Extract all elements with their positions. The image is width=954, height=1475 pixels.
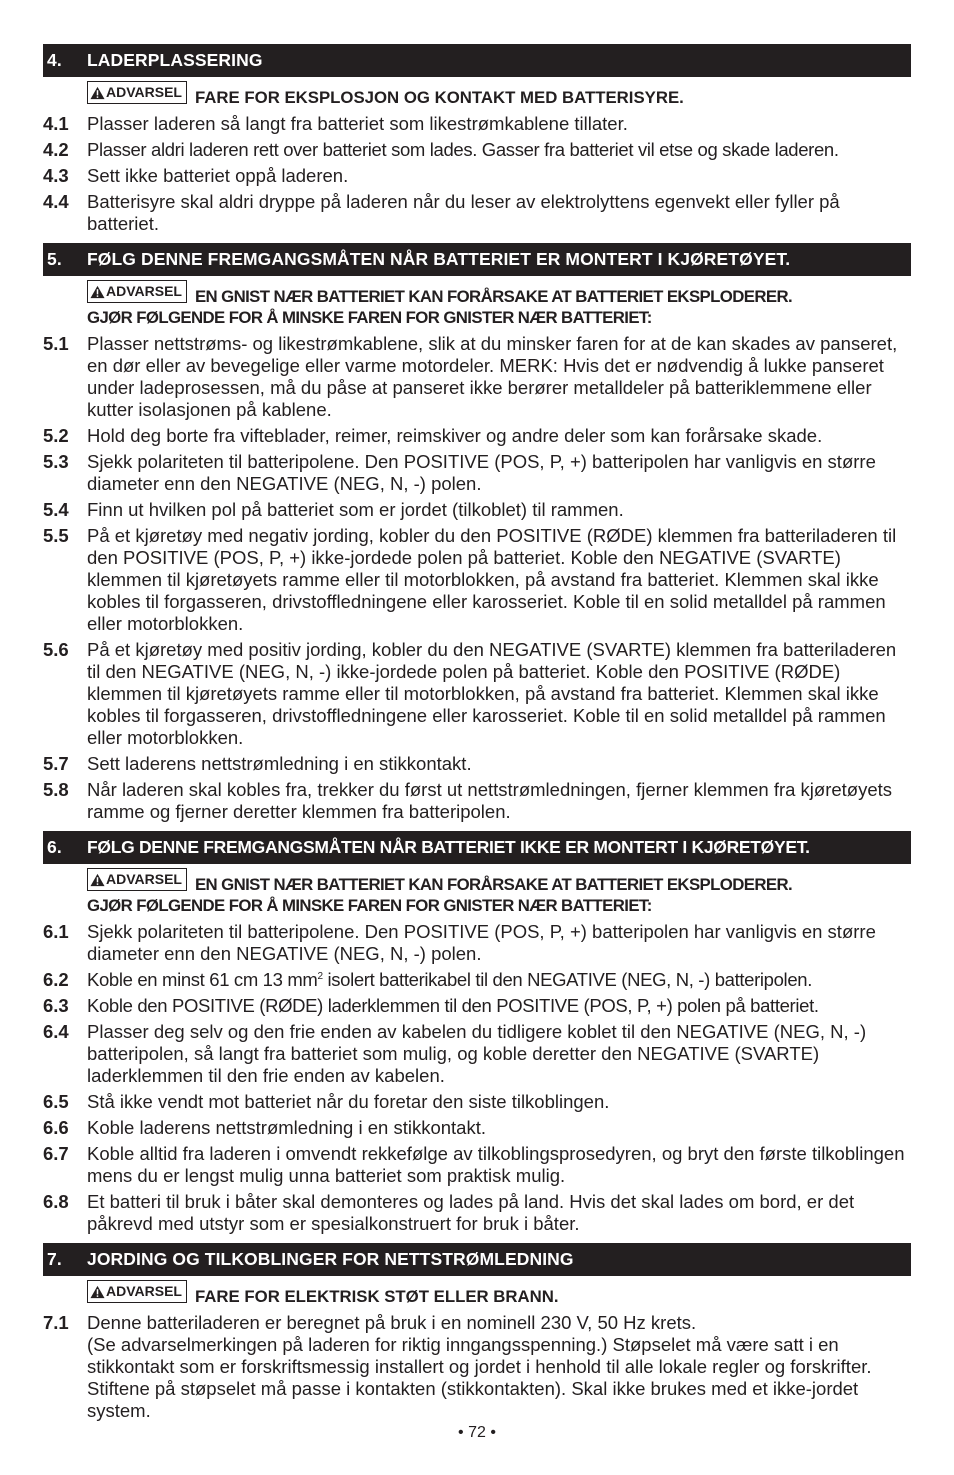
section-number: 5. <box>47 249 62 269</box>
item-text-line1: Denne batteriladeren er beregnet på bruk i en nominell 230 V, 50 Hz krets. <box>87 1312 697 1333</box>
item-number: 5.1 <box>43 333 69 354</box>
item-text: Når laderen skal kobles fra, trekker du først ut nettstrømledningen, fjerner klemmen fra kjøretøyets ramme og fjerner deretter klemmen fra batteripolen. <box>87 779 893 822</box>
list-item <box>43 525 911 635</box>
warning-block <box>43 1284 911 1307</box>
warning-text: FARE FOR ELEKTRISK STØT ELLER BRANN. <box>194 1287 559 1306</box>
item-text-line2: (Se advarselmerkingen på laderen for riktig inngangsspenning.) Støpselet må være satt i en stikkontakt som er forskriftsmessig installert og jordet i henhold til alle lokale regler og forskrifter. Stiftene på støpselet må passe i kontakten (stikkontakten). Skal ikke brukes med et ikke-jordet system. <box>87 1334 872 1421</box>
list-item <box>43 333 911 421</box>
warning-text: FARE FOR EKSPLOSJON OG KONTAKT MED BATTERISYRE. <box>194 88 684 107</box>
warning-text-line2: GJØR FØLGENDE FOR Å MINSKE FAREN FOR GNISTER NÆR BATTERIET: <box>87 896 652 915</box>
item-text: Hold deg borte fra vifteblader, reimer, reimskiver og andre deler som kan forårsake skade. <box>87 425 823 446</box>
item-text <box>87 969 911 991</box>
list-item <box>43 753 911 775</box>
item-text: Stå ikke vendt mot batteriet når du foretar den siste tilkoblingen. <box>87 1091 610 1112</box>
section-header-6 <box>43 831 911 864</box>
item-number: 4.3 <box>43 165 69 186</box>
item-number: 5.2 <box>43 425 69 446</box>
item-number: 4.4 <box>43 191 69 212</box>
warning-triangle-icon <box>90 285 105 299</box>
item-text: Plasser deg selv og den frie enden av kabelen du tidligere koblet til den NEGATIVE (NEG, N, -) batteripolen, så langt fra batteriet som mulig, og koble deretter den NEGATIVE (SVARTE) laderklemmen til den frie enden av kabelen. <box>87 1021 867 1086</box>
list-item <box>43 139 911 161</box>
list-item <box>43 1143 911 1187</box>
section-header-7 <box>43 1243 911 1276</box>
warning-text-line2: GJØR FØLGENDE FOR Å MINSKE FAREN FOR GNISTER NÆR BATTERIET: <box>87 308 652 327</box>
item-number: 4.1 <box>43 113 69 134</box>
warning-text: EN GNIST NÆR BATTERIET KAN FORÅRSAKE AT BATTERIET EKSPLODERER. <box>194 287 793 306</box>
section-header-5 <box>43 243 911 276</box>
section-number: 7. <box>47 1249 62 1269</box>
item-text: Et batteri til bruk i båter skal demonteres og lades på land. Hvis det skal lades om bord, er det påkrevd med utstyr som er spesialkonstruert for bruk i båter. <box>87 1191 855 1234</box>
list-item <box>43 113 911 135</box>
item-text-part: Koble en minst 61 cm 13 mm <box>87 969 318 990</box>
section-title: LADERPLASSERING <box>87 50 263 70</box>
warning-badge <box>87 1280 187 1303</box>
section-title: FØLG DENNE FREMGANGSMÅTEN NÅR BATTERIET ER MONTERT I KJØRETØYET. <box>87 249 791 269</box>
item-text: Sjekk polariteten til batteripolene. Den POSITIVE (POS, P, +) batteripolen har vanligvis en større diameter enn den NEGATIVE (NEG, N, -) polen. <box>87 921 876 964</box>
item-number: 6.6 <box>43 1117 69 1138</box>
item-number: 6.5 <box>43 1091 69 1112</box>
item-text <box>87 1312 911 1422</box>
item-text: Plasser aldri laderen rett over batteriet som lades. Gasser fra batteriet vil etse og skade laderen. <box>87 139 839 160</box>
item-text: Sett laderens nettstrømledning i en stikkontakt. <box>87 753 472 774</box>
list-item <box>43 191 911 235</box>
warning-block <box>43 284 911 328</box>
list-item <box>43 1191 911 1235</box>
warning-block <box>43 85 911 108</box>
item-text: Koble den POSITIVE (RØDE) laderklemmen til den POSITIVE (POS, P, +) polen på batteriet. <box>87 995 819 1016</box>
item-number: 5.4 <box>43 499 69 520</box>
list-item <box>43 639 911 749</box>
superscript: 2 <box>317 970 323 982</box>
warning-badge-label: ADVARSEL <box>106 871 182 887</box>
item-number: 7.1 <box>43 1312 69 1333</box>
item-number: 4.2 <box>43 139 69 160</box>
warning-badge <box>87 280 187 303</box>
warning-badge-label: ADVARSEL <box>106 1283 182 1299</box>
section-header-4 <box>43 44 911 77</box>
item-number: 5.3 <box>43 451 69 472</box>
section-number: 6. <box>47 837 62 857</box>
section-title: JORDING OG TILKOBLINGER FOR NETTSTRØMLEDNING <box>87 1249 574 1269</box>
item-number: 6.2 <box>43 969 69 990</box>
warning-block <box>43 872 911 916</box>
item-text: Plasser nettstrøms- og likestrømkablene, slik at du minsker faren for at de kan skades av panseret, en dør eller av bevegelige eller varme motordeler. MERK: Hvis det er nødvendig å lukke panseret under ladeprosessen, må du påse at panseret ikke berører metalldeler på batteriklemmene eller kutter isolasjonen på kablene. <box>87 333 898 420</box>
item-text: Sjekk polariteten til batteripolene. Den POSITIVE (POS, P, +) batteripolen har vanligvis en større diameter enn den NEGATIVE (NEG, N, -) polen. <box>87 451 876 494</box>
item-number: 5.5 <box>43 525 69 546</box>
item-text: På et kjøretøy med positiv jording, kobler du den NEGATIVE (SVARTE) klemmen fra batteriladeren til den NEGATIVE (NEG, N, -) ikke-jordede polen på batteriet. Koble den POSITIVE (RØDE) klemmen til kjøretøyets ramme eller til motorblokken, på avstand fra batteriet. Klemmen skal ikke kobles til forgasseren, drivstoffledningene eller karosseriet. Koble til en solid metalldel på rammen eller motorblokken. <box>87 639 897 748</box>
list-item <box>43 425 911 447</box>
section-title: FØLG DENNE FREMGANGSMÅTEN NÅR BATTERIET IKKE ER MONTERT I KJØRETØYET. <box>87 837 810 857</box>
item-number: 6.8 <box>43 1191 69 1212</box>
warning-text: EN GNIST NÆR BATTERIET KAN FORÅRSAKE AT BATTERIET EKSPLODERER. <box>194 875 793 894</box>
item-text: På et kjøretøy med negativ jording, kobler du den POSITIVE (RØDE) klemmen fra batteriladeren til den POSITIVE (POS, P, +) ikke-jordede polen på batteriet. Koble den NEGATIVE (SVARTE) klemmen til kjøretøyets ramme eller til motorblokken, på avstand fra batteriet. Klemmen skal ikke kobles til forgasseren, drivstoffledningene eller karosseriet. Koble til en solid metalldel på rammen eller motorblokken. <box>87 525 897 634</box>
item-text: Koble alltid fra laderen i omvendt rekkefølge av tilkoblingsprosedyren, og bryt den første tilkoblingen mens du er lengst mulig unna batteriet som praktisk mulig. <box>87 1143 905 1186</box>
list-item <box>43 1021 911 1087</box>
item-number: 6.7 <box>43 1143 69 1164</box>
item-text: Plasser laderen så langt fra batteriet som likestrømkablene tillater. <box>87 113 628 134</box>
list-item <box>43 451 911 495</box>
manual-page <box>43 44 911 1426</box>
item-text: Koble laderens nettstrømledning i en stikkontakt. <box>87 1117 486 1138</box>
warning-badge <box>87 868 187 891</box>
item-text: Batterisyre skal aldri dryppe på laderen når du leser av elektrolyttens egenvekt eller fyller på batteriet. <box>87 191 840 234</box>
list-item <box>43 165 911 187</box>
item-number: 6.3 <box>43 995 69 1016</box>
item-number: 5.7 <box>43 753 69 774</box>
list-item <box>43 1091 911 1113</box>
item-number: 5.8 <box>43 779 69 800</box>
list-item <box>43 969 911 991</box>
list-item <box>43 1117 911 1139</box>
warning-triangle-icon <box>90 86 105 100</box>
list-item <box>43 921 911 965</box>
list-item <box>43 1312 911 1422</box>
page-number: • 72 • <box>458 1424 496 1441</box>
list-item <box>43 779 911 823</box>
item-text-part: isolert batterikabel til den NEGATIVE (NEG, N, -) batteripolen. <box>322 969 812 990</box>
warning-badge-label: ADVARSEL <box>106 283 182 299</box>
item-number: 5.6 <box>43 639 69 660</box>
item-text: Sett ikke batteriet oppå laderen. <box>87 165 349 186</box>
warning-badge <box>87 81 187 104</box>
section-number: 4. <box>47 50 62 70</box>
list-item <box>43 499 911 521</box>
warning-badge-label: ADVARSEL <box>106 84 182 100</box>
warning-triangle-icon <box>90 1285 105 1299</box>
list-item <box>43 995 911 1017</box>
item-number: 6.4 <box>43 1021 69 1042</box>
warning-triangle-icon <box>90 873 105 887</box>
item-number: 6.1 <box>43 921 69 942</box>
item-text: Finn ut hvilken pol på batteriet som er jordet (tilkoblet) til rammen. <box>87 499 624 520</box>
